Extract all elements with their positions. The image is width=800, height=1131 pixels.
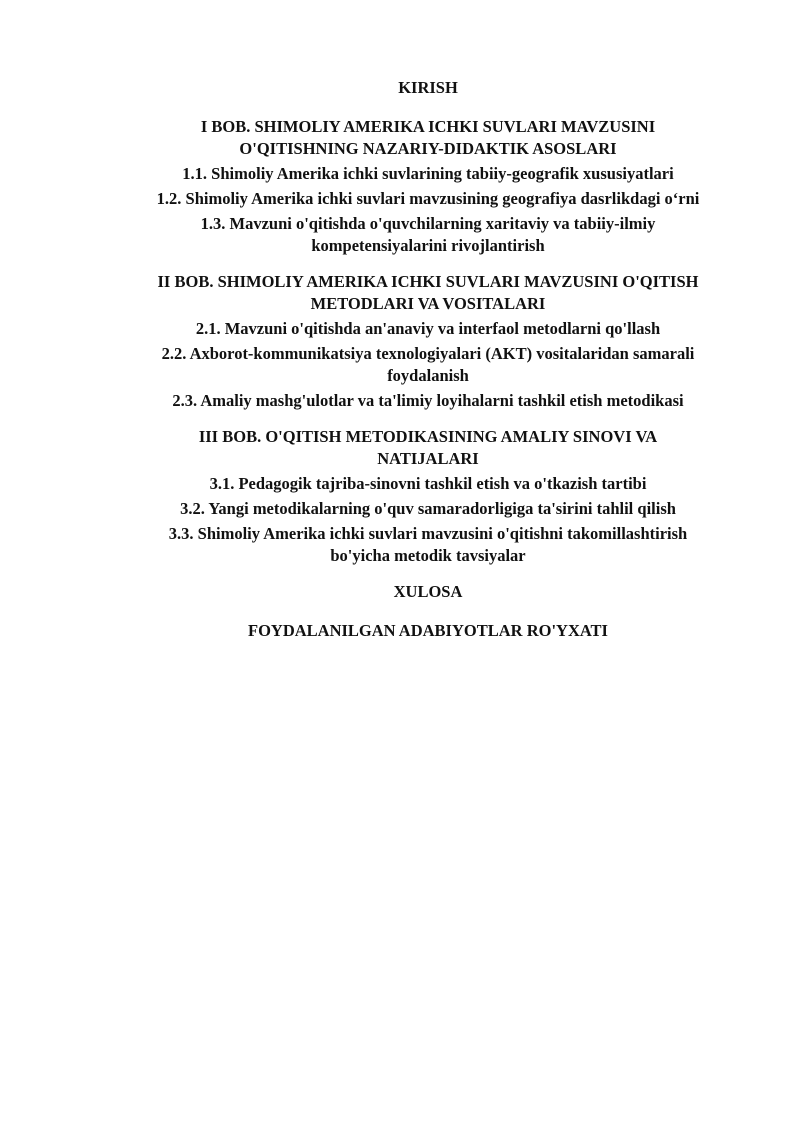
- table-of-contents: [100, 77, 756, 642]
- toc-conclusion-heading: XULOSA: [393, 582, 463, 601]
- section-3-1: 3.1. Pedagogik tajriba-sinovni tashkil etish va o'tkazish tartibi: [209, 474, 647, 493]
- chapter-2-title-line-2: METODLARI VA VOSITALARI: [310, 294, 546, 313]
- section-2-2-line-1: 2.2. Axborot-kommunikatsiya texnologiyalari (AKT) vositalaridan samarali: [161, 344, 695, 363]
- section-1-3-line-2: kompetensiyalarini rivojlantirish: [311, 236, 545, 255]
- chapter-1-title-line-1: I BOB. SHIMOLIY AMERIKA ICHKI SUVLARI MAVZUSINI: [200, 117, 656, 136]
- section-1-3-line-1: 1.3. Mavzuni o'qitishda o'quvchilarning xaritaviy va tabiiy-ilmiy: [200, 214, 656, 233]
- toc-chapter-3: [100, 426, 756, 567]
- toc-references-heading: FOYDALANILGAN ADABIYOTLAR RO'YXATI: [248, 621, 608, 640]
- toc-chapter-1: [100, 116, 756, 257]
- section-1-1: 1.1. Shimoliy Amerika ichki suvlarining tabiiy-geografik xususiyatlari: [182, 164, 674, 183]
- toc-chapter-2: [100, 271, 756, 412]
- toc-intro-heading: KIRISH: [398, 78, 458, 97]
- chapter-3-title-line-1: III BOB. O'QITISH METODIKASINING AMALIY SINOVI VA: [198, 427, 658, 446]
- section-3-3-line-2: bo'yicha metodik tavsiyalar: [330, 546, 526, 565]
- chapter-3-title-line-2: NATIJALARI: [377, 449, 479, 468]
- section-2-1: 2.1. Mavzuni o'qitishda an'anaviy va interfaol metodlarni qo'llash: [195, 319, 661, 338]
- section-2-2-line-2: foydalanish: [387, 366, 469, 385]
- section-1-2: 1.2. Shimoliy Amerika ichki suvlari mavzusining geografiya dasrlikdagi o‘rni: [156, 189, 700, 208]
- chapter-1-title-line-2: O'QITISHNING NAZARIY-DIDAKTIK ASOSLARI: [239, 139, 617, 158]
- section-3-3-line-1: 3.3. Shimoliy Amerika ichki suvlari mavzusini o'qitishni takomillashtirish: [168, 524, 688, 543]
- section-3-2: 3.2. Yangi metodikalarning o'quv samaradorligiga ta'sirini tahlil qilish: [180, 499, 676, 518]
- chapter-2-title-line-1: II BOB. SHIMOLIY AMERIKA ICHKI SUVLARI MAVZUSINI O'QITISH: [157, 272, 699, 291]
- section-2-3: 2.3. Amaliy mashg'ulotlar va ta'limiy loyihalarni tashkil etish metodikasi: [172, 391, 684, 410]
